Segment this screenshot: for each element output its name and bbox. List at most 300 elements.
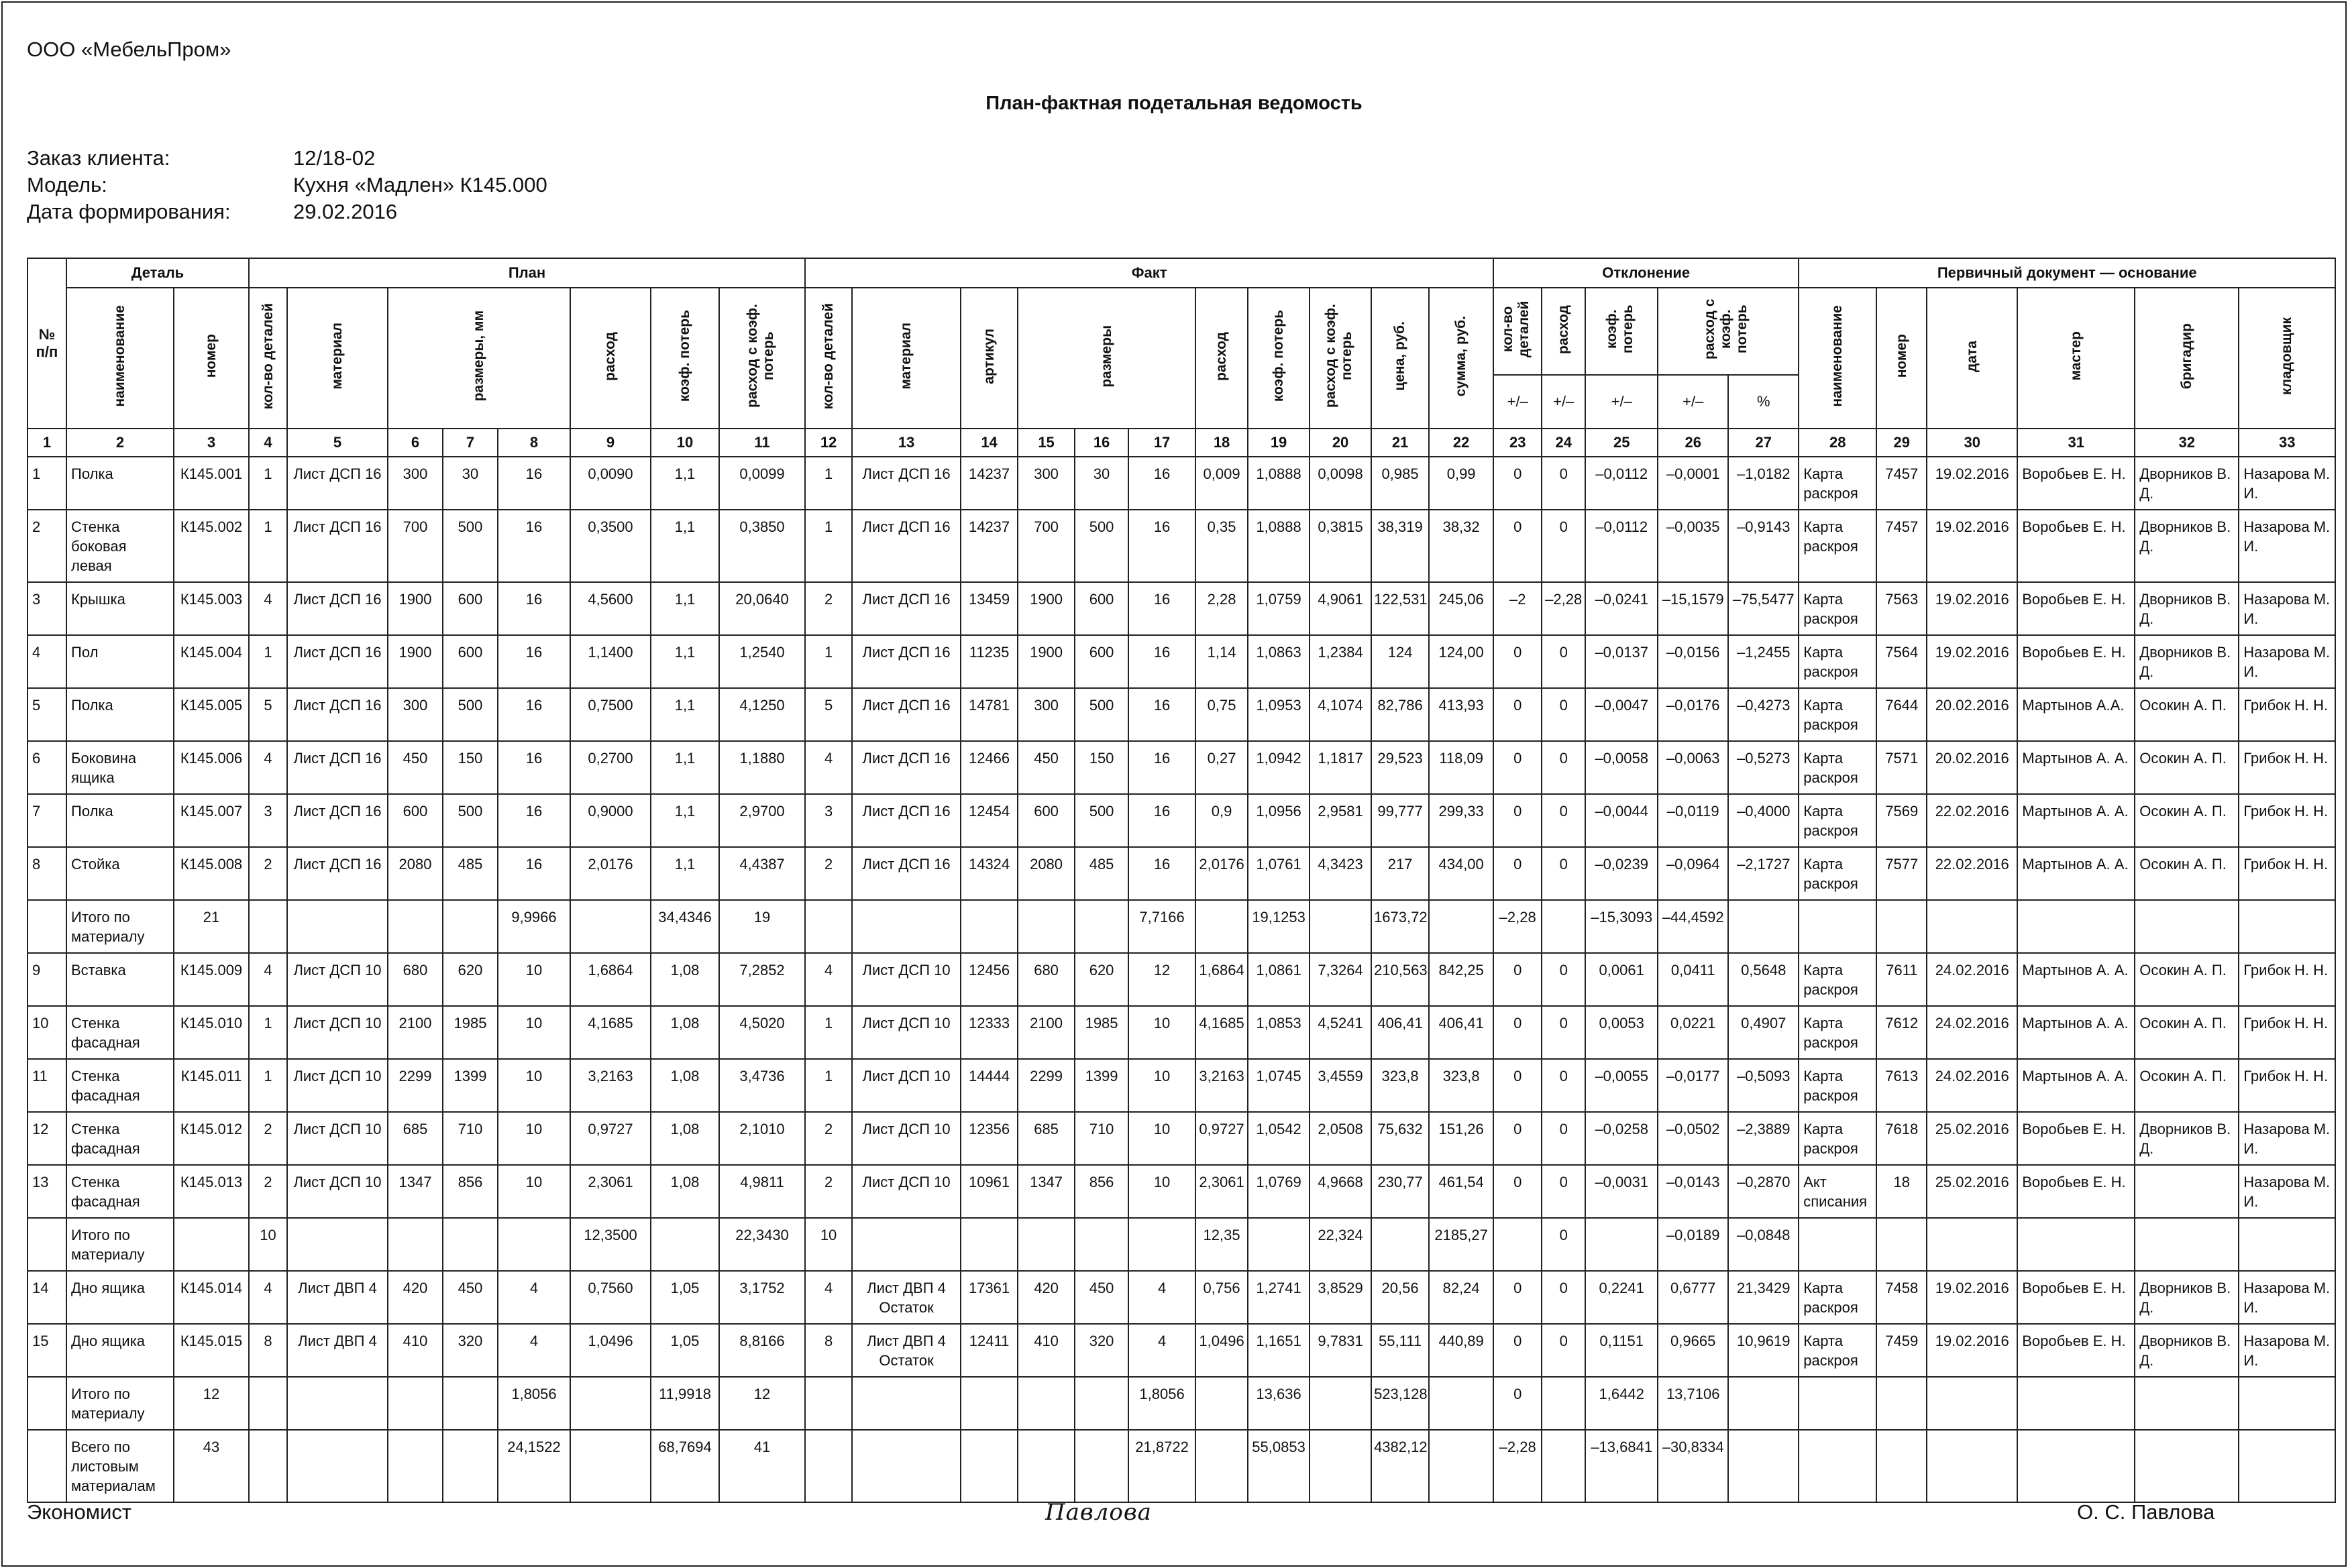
table-cell: Дворников В. Д.: [2135, 1112, 2239, 1165]
table-cell: 1,1: [651, 510, 719, 582]
table-cell: Карта раскроя: [1799, 1006, 1876, 1059]
table-row: [28, 1006, 2335, 1059]
table-cell: К145.009: [174, 953, 249, 1006]
table-cell: Карта раскроя: [1799, 1271, 1876, 1324]
table-cell: 1,08: [651, 1006, 719, 1059]
table-cell: К145.003: [174, 582, 249, 635]
header-group-plan: План: [249, 258, 805, 288]
table-cell: 2,0508: [1310, 1112, 1371, 1165]
table-cell: 406,41: [1429, 1006, 1493, 1059]
table-cell: –44,4592: [1658, 900, 1728, 953]
meta-value: 12/18-02: [293, 146, 376, 170]
table-cell: [1542, 900, 1585, 953]
table-cell: 16: [498, 510, 570, 582]
table-cell: 12454: [961, 794, 1018, 847]
table-cell: 16: [498, 847, 570, 900]
table-cell: 41: [719, 1430, 805, 1502]
table-cell: 1,0863: [1248, 635, 1310, 688]
table-cell: –13,6841: [1585, 1430, 1658, 1502]
table-cell: 8,8166: [719, 1324, 805, 1377]
table-cell: [2135, 1430, 2239, 1502]
table-cell: 1,0745: [1248, 1059, 1310, 1112]
table-cell: Дворников В. Д.: [2135, 457, 2239, 510]
table-cell: 1347: [388, 1165, 443, 1218]
table-cell: 10961: [961, 1165, 1018, 1218]
table-cell: –0,0031: [1585, 1165, 1658, 1218]
table-cell: Лист ДСП 10: [287, 1059, 388, 1112]
table-cell: 21,8722: [1128, 1430, 1195, 1502]
table-cell: 600: [1018, 794, 1075, 847]
table-cell: 0,99: [1429, 457, 1493, 510]
table-cell: Полка: [66, 457, 174, 510]
table-cell: 20,56: [1371, 1271, 1429, 1324]
table-cell: 410: [388, 1324, 443, 1377]
table-cell: 7618: [1876, 1112, 1927, 1165]
table-cell: 3: [249, 794, 287, 847]
table-cell: 7,3264: [1310, 953, 1371, 1006]
table-cell: 700: [388, 510, 443, 582]
table-cell: 1,05: [651, 1271, 719, 1324]
table-cell: 16: [1128, 582, 1195, 635]
table-cell: Лист ДСП 16: [852, 582, 961, 635]
table-cell: К145.005: [174, 688, 249, 741]
table-cell: [1799, 900, 1876, 953]
table-cell: 2: [249, 847, 287, 900]
table-cell: [852, 1377, 961, 1430]
table-cell: 4,5241: [1310, 1006, 1371, 1059]
table-row: [28, 794, 2335, 847]
table-cell: 16: [1128, 688, 1195, 741]
table-cell: 3,2163: [570, 1059, 651, 1112]
table-row: [28, 688, 2335, 741]
table-cell: [2017, 900, 2135, 953]
table-cell: 82,786: [1371, 688, 1429, 741]
table-cell: Лист ДСП 16: [287, 582, 388, 635]
table-cell: 2299: [1018, 1059, 1075, 1112]
table-cell: 2: [28, 510, 66, 582]
table-cell: Лист ДСП 10: [852, 1006, 961, 1059]
header-fact-consumption: расход: [1195, 288, 1248, 429]
table-cell: 16: [498, 582, 570, 635]
table-cell: 3: [805, 794, 852, 847]
table-cell: [287, 900, 388, 953]
table-cell: Лист ДСП 16: [287, 794, 388, 847]
table-cell: [1075, 1430, 1128, 1502]
table-cell: [1542, 1377, 1585, 1430]
header-dev-conscoef-pct: %: [1728, 375, 1799, 429]
table-cell: –0,0143: [1658, 1165, 1728, 1218]
table-cell: 14: [28, 1271, 66, 1324]
column-number: 29: [1876, 429, 1927, 457]
table-cell: [2239, 900, 2335, 953]
column-number: 26: [1658, 429, 1728, 457]
table-cell: Грибок Н. Н.: [2239, 1059, 2335, 1112]
table-cell: 1,05: [651, 1324, 719, 1377]
table-cell: 1: [249, 1006, 287, 1059]
table-cell: [443, 1377, 498, 1430]
table-cell: 0,0099: [719, 457, 805, 510]
table-cell: 1,1: [651, 741, 719, 794]
table-cell: Итого по материалу: [66, 1218, 174, 1271]
table-cell: Осокин А. П.: [2135, 953, 2239, 1006]
table-cell: 14444: [961, 1059, 1018, 1112]
table-cell: Назарова М. И.: [2239, 1112, 2335, 1165]
table-cell: Вставка: [66, 953, 174, 1006]
table-cell: К145.011: [174, 1059, 249, 1112]
table-cell: [1927, 1430, 2017, 1502]
table-cell: Лист ДВП 4: [287, 1324, 388, 1377]
table-cell: Воробьев Е. Н.: [2017, 1112, 2135, 1165]
table-cell: 600: [443, 635, 498, 688]
table-cell: 0: [1493, 953, 1542, 1006]
table-cell: Дно ящика: [66, 1324, 174, 1377]
table-cell: 410: [1018, 1324, 1075, 1377]
table-cell: Стенка фасадная: [66, 1112, 174, 1165]
table-cell: 150: [1075, 741, 1128, 794]
table-cell: 323,8: [1371, 1059, 1429, 1112]
table-cell: 30: [1075, 457, 1128, 510]
table-cell: 300: [388, 688, 443, 741]
table-cell: Грибок Н. Н.: [2239, 1006, 2335, 1059]
table-cell: 1,0496: [1195, 1324, 1248, 1377]
table-cell: 0,2241: [1585, 1271, 1658, 1324]
table-cell: 16: [1128, 847, 1195, 900]
table-cell: 10,9619: [1728, 1324, 1799, 1377]
table-cell: Карта раскроя: [1799, 953, 1876, 1006]
column-number: 16: [1075, 429, 1128, 457]
table-cell: Лист ДСП 10: [287, 953, 388, 1006]
table-cell: 8: [28, 847, 66, 900]
table-cell: Мартынов А. А.: [2017, 1006, 2135, 1059]
table-cell: [1927, 1377, 2017, 1430]
header-dev-cons-pm: +/–: [1542, 375, 1585, 429]
table-cell: 2: [805, 582, 852, 635]
table-cell: –0,0112: [1585, 510, 1658, 582]
table-cell: Дворников В. Д.: [2135, 1324, 2239, 1377]
table-cell: 4: [249, 1271, 287, 1324]
table-cell: –75,5477: [1728, 582, 1799, 635]
table-cell: 434,00: [1429, 847, 1493, 900]
table-cell: 1: [805, 510, 852, 582]
table-cell: 75,632: [1371, 1112, 1429, 1165]
column-number: 31: [2017, 429, 2135, 457]
table-cell: Полка: [66, 688, 174, 741]
header-dev-consumption: расход: [1542, 288, 1585, 375]
table-cell: [1728, 900, 1799, 953]
table-cell: [287, 1218, 388, 1271]
table-cell: [2135, 1165, 2239, 1218]
header-fact-cons-coef: расход с коэф. потерь: [1310, 288, 1371, 429]
table-cell: 24.02.2016: [1927, 953, 2017, 1006]
table-cell: 5: [28, 688, 66, 741]
table-cell: 22.02.2016: [1927, 794, 2017, 847]
table-cell: 1,1651: [1248, 1324, 1310, 1377]
table-cell: –2,28: [1542, 582, 1585, 635]
table-cell: 4,5020: [719, 1006, 805, 1059]
column-number: 20: [1310, 429, 1371, 457]
table-cell: Стенка фасадная: [66, 1165, 174, 1218]
header-dev-cons-coef: расход с коэф. потерь: [1658, 288, 1799, 375]
table-cell: Лист ДСП 10: [287, 1165, 388, 1218]
table-row: [28, 635, 2335, 688]
table-cell: 0,9665: [1658, 1324, 1728, 1377]
table-cell: 11: [28, 1059, 66, 1112]
table-cell: Осокин А. П.: [2135, 847, 2239, 900]
column-number: 6: [388, 429, 443, 457]
table-cell: –15,3093: [1585, 900, 1658, 953]
table-cell: 1,0861: [1248, 953, 1310, 1006]
table-cell: Акт списания: [1799, 1165, 1876, 1218]
header-plan-qty: кол-во деталей: [249, 288, 287, 429]
table-cell: 450: [1018, 741, 1075, 794]
table-cell: [1248, 1218, 1310, 1271]
header-doc-date: дата: [1927, 288, 2017, 429]
table-cell: [1310, 900, 1371, 953]
table-cell: Грибок Н. Н.: [2239, 741, 2335, 794]
table-cell: 1399: [443, 1059, 498, 1112]
table-cell: –2,28: [1493, 900, 1542, 953]
table-cell: [1876, 1430, 1927, 1502]
table-cell: Дворников В. Д.: [2135, 510, 2239, 582]
table-cell: 2299: [388, 1059, 443, 1112]
table-cell: Мартынов А. А.: [2017, 741, 2135, 794]
table-cell: Карта раскроя: [1799, 582, 1876, 635]
table-cell: 685: [388, 1112, 443, 1165]
table-cell: 0: [1542, 1059, 1585, 1112]
table-cell: 420: [1018, 1271, 1075, 1324]
table-cell: Карта раскроя: [1799, 794, 1876, 847]
table-cell: 10: [498, 953, 570, 1006]
table-cell: –0,0176: [1658, 688, 1728, 741]
table-cell: Дворников В. Д.: [2135, 582, 2239, 635]
table-cell: 600: [1075, 635, 1128, 688]
table-cell: Итого по материалу: [66, 1377, 174, 1430]
table-cell: Итого по материалу: [66, 900, 174, 953]
table-cell: [1542, 1430, 1585, 1502]
table-cell: –2: [1493, 582, 1542, 635]
table-cell: 1: [249, 510, 287, 582]
table-cell: 19,1253: [1248, 900, 1310, 953]
table-cell: [805, 1430, 852, 1502]
table-cell: 17361: [961, 1271, 1018, 1324]
table-cell: 0,0090: [570, 457, 651, 510]
table-cell: [388, 1218, 443, 1271]
table-cell: Стенка боковая левая: [66, 510, 174, 582]
table-cell: [1429, 900, 1493, 953]
document-title: План-фактная подетальная ведомость: [985, 93, 1363, 114]
table-cell: 7458: [1876, 1271, 1927, 1324]
table-cell: 4,9668: [1310, 1165, 1371, 1218]
table-cell: 0: [1493, 794, 1542, 847]
table-cell: 12: [174, 1377, 249, 1430]
table-cell: 7612: [1876, 1006, 1927, 1059]
table-cell: [852, 1430, 961, 1502]
table-cell: 4,9061: [1310, 582, 1371, 635]
table-cell: [1018, 1377, 1075, 1430]
table-cell: 10: [1128, 1112, 1195, 1165]
table-cell: 14324: [961, 847, 1018, 900]
table-cell: Лист ДСП 10: [852, 1059, 961, 1112]
header-plan-cons-coef: расход с коэф. потерь: [719, 288, 805, 429]
header-fact-sum: сумма, руб.: [1429, 288, 1493, 429]
table-cell: 1,0496: [570, 1324, 651, 1377]
table-cell: [388, 1377, 443, 1430]
table-row: [28, 582, 2335, 635]
column-number: 8: [498, 429, 570, 457]
header-plan-material: материал: [287, 288, 388, 429]
table-cell: 0,9: [1195, 794, 1248, 847]
table-cell: Лист ДСП 16: [852, 741, 961, 794]
table-cell: 0,0098: [1310, 457, 1371, 510]
table-row: [28, 457, 2335, 510]
table-cell: 0,0053: [1585, 1006, 1658, 1059]
table-cell: 1: [805, 1006, 852, 1059]
table-cell: 210,563: [1371, 953, 1429, 1006]
table-cell: 11,9918: [651, 1377, 719, 1430]
table-cell: –0,0177: [1658, 1059, 1728, 1112]
table-cell: 19.02.2016: [1927, 1324, 2017, 1377]
table-cell: [174, 1218, 249, 1271]
table-cell: [1195, 1430, 1248, 1502]
table-cell: 3,4736: [719, 1059, 805, 1112]
table-cell: 13,636: [1248, 1377, 1310, 1430]
table-cell: Мартынов А.А.: [2017, 688, 2135, 741]
table-cell: [961, 1377, 1018, 1430]
meta-label: Дата формирования:: [27, 200, 231, 223]
table-cell: –0,4273: [1728, 688, 1799, 741]
table-cell: 7457: [1876, 510, 1927, 582]
header-doc-name: наименование: [1799, 288, 1876, 429]
table-cell: 25.02.2016: [1927, 1165, 2017, 1218]
column-number: 24: [1542, 429, 1585, 457]
column-number: 3: [174, 429, 249, 457]
table-cell: Всего по листовым материалам: [66, 1430, 174, 1502]
table-cell: 0,6777: [1658, 1271, 1728, 1324]
column-number: 5: [287, 429, 388, 457]
table-cell: 2,0176: [1195, 847, 1248, 900]
table-cell: 4,1685: [1195, 1006, 1248, 1059]
table-cell: 1,0761: [1248, 847, 1310, 900]
table-cell: Лист ДСП 16: [852, 510, 961, 582]
table-cell: 485: [443, 847, 498, 900]
table-cell: Карта раскроя: [1799, 1112, 1876, 1165]
table-cell: 680: [388, 953, 443, 1006]
table-cell: 0,75: [1195, 688, 1248, 741]
table-cell: Осокин А. П.: [2135, 794, 2239, 847]
table-cell: 0: [1493, 1006, 1542, 1059]
table-cell: 4: [249, 582, 287, 635]
table-cell: 55,0853: [1248, 1430, 1310, 1502]
table-cell: [1310, 1377, 1371, 1430]
header-doc-brigadier: бригадир: [2135, 288, 2239, 429]
table-cell: 1900: [388, 635, 443, 688]
table-cell: Карта раскроя: [1799, 688, 1876, 741]
table-cell: 14237: [961, 457, 1018, 510]
table-cell: 19.02.2016: [1927, 635, 2017, 688]
header-no: № п/п: [28, 258, 66, 429]
header-dev-qty: кол-во деталей: [1493, 288, 1542, 375]
column-number: 9: [570, 429, 651, 457]
column-number: 22: [1429, 429, 1493, 457]
table-cell: Пол: [66, 635, 174, 688]
table-cell: 1,08: [651, 953, 719, 1006]
table-cell: 8: [805, 1324, 852, 1377]
meta-label: Модель:: [27, 173, 107, 197]
table-cell: –0,0055: [1585, 1059, 1658, 1112]
table-cell: Воробьев Е. Н.: [2017, 1271, 2135, 1324]
table-cell: 500: [1075, 510, 1128, 582]
table-cell: 1,8056: [498, 1377, 570, 1430]
table-cell: 4,1685: [570, 1006, 651, 1059]
table-cell: [443, 1430, 498, 1502]
table-cell: 30: [443, 457, 498, 510]
table-cell: –0,0001: [1658, 457, 1728, 510]
table-cell: Лист ДСП 10: [852, 1165, 961, 1218]
table-cell: [570, 1430, 651, 1502]
table-cell: 43: [174, 1430, 249, 1502]
table-cell: [961, 900, 1018, 953]
table-cell: 523,128: [1371, 1377, 1429, 1430]
table-cell: 0: [1493, 1271, 1542, 1324]
table-cell: 230,77: [1371, 1165, 1429, 1218]
table-cell: 10: [498, 1059, 570, 1112]
table-cell: 12356: [961, 1112, 1018, 1165]
table-cell: [2135, 1377, 2239, 1430]
table-cell: 12: [28, 1112, 66, 1165]
column-number: 14: [961, 429, 1018, 457]
table-cell: 0: [1542, 1324, 1585, 1377]
table-cell: К145.013: [174, 1165, 249, 1218]
table-cell: 323,8: [1429, 1059, 1493, 1112]
table-row: [28, 1165, 2335, 1218]
table-cell: Дворников В. Д.: [2135, 635, 2239, 688]
table-cell: 1,08: [651, 1059, 719, 1112]
table-cell: 7611: [1876, 953, 1927, 1006]
table-cell: 1,8056: [1128, 1377, 1195, 1430]
table-cell: 450: [388, 741, 443, 794]
table-cell: [1195, 900, 1248, 953]
table-cell: 1347: [1018, 1165, 1075, 1218]
table-cell: 7459: [1876, 1324, 1927, 1377]
table-cell: Лист ДСП 10: [287, 1006, 388, 1059]
table-cell: 440,89: [1429, 1324, 1493, 1377]
table-cell: 700: [1018, 510, 1075, 582]
column-number: 30: [1927, 429, 2017, 457]
table-cell: [443, 900, 498, 953]
table-cell: –0,0156: [1658, 635, 1728, 688]
table-cell: 14237: [961, 510, 1018, 582]
header-doc-master: мастер: [2017, 288, 2135, 429]
table-cell: 217: [1371, 847, 1429, 900]
table-cell: Воробьев Е. Н.: [2017, 582, 2135, 635]
table-cell: [2135, 900, 2239, 953]
table-cell: Лист ДСП 16: [852, 457, 961, 510]
table-cell: –0,0112: [1585, 457, 1658, 510]
table-cell: 0,27: [1195, 741, 1248, 794]
table-cell: Осокин А. П.: [2135, 688, 2239, 741]
table-cell: 4,9811: [719, 1165, 805, 1218]
table-cell: 10: [498, 1006, 570, 1059]
table-cell: 14781: [961, 688, 1018, 741]
table-cell: 5: [805, 688, 852, 741]
header-group-fact: Факт: [805, 258, 1493, 288]
table-cell: 20,0640: [719, 582, 805, 635]
total-row: [28, 1377, 2335, 1430]
table-cell: 16: [1128, 457, 1195, 510]
table-cell: 406,41: [1371, 1006, 1429, 1059]
table-cell: 1399: [1075, 1059, 1128, 1112]
table-cell: 320: [443, 1324, 498, 1377]
